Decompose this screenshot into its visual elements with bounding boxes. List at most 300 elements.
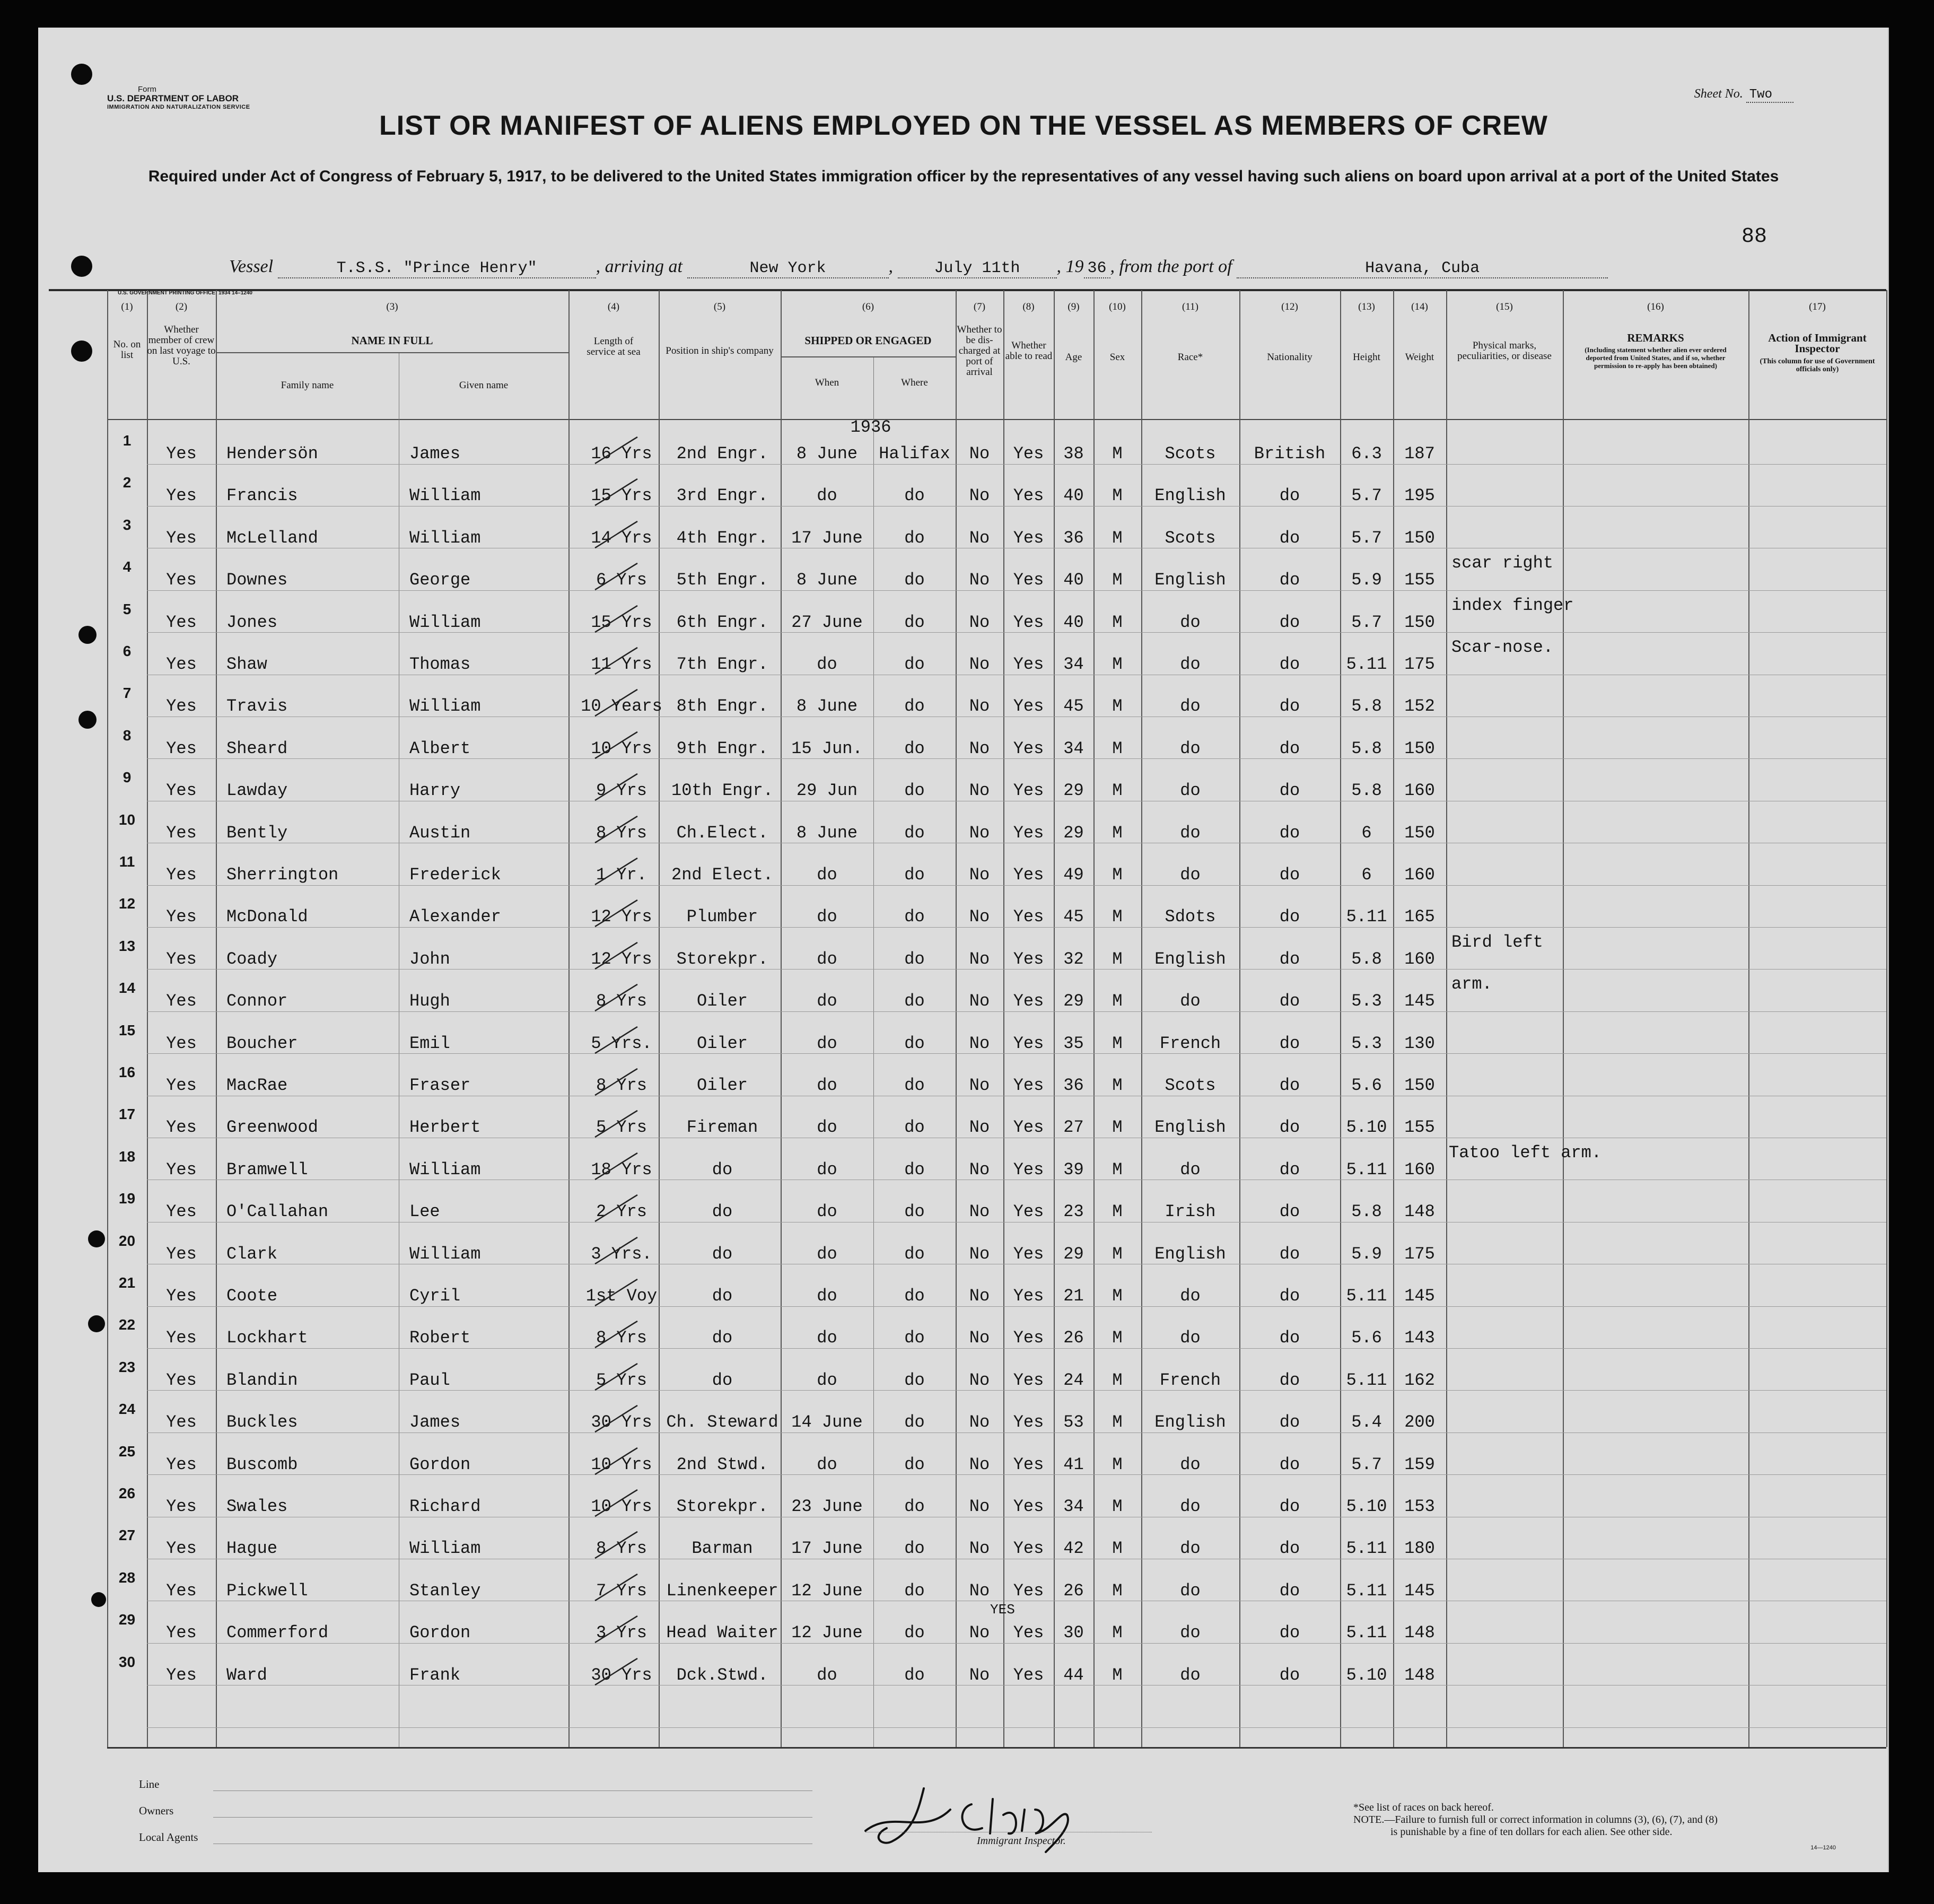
height-cell: 5.4 (1351, 1412, 1382, 1432)
able-to-read-cell: Yes (1013, 1412, 1044, 1432)
footnote-note: NOTE.—Failure to furnish full or correct information in columns (3), (6), (7), and (8) (1353, 1814, 1718, 1826)
row-guide-line (147, 1643, 1886, 1644)
shipped-where-cell: do (904, 1623, 925, 1643)
height-cell: 5.7 (1351, 486, 1382, 505)
shipped-where-cell: do (904, 528, 925, 548)
shipped-when-cell: do (817, 1665, 837, 1685)
header-age: Age (1065, 352, 1082, 363)
race-cell: Scots (1165, 444, 1216, 464)
header-when: When (815, 377, 839, 388)
crew-last-voyage-cell: Yes (166, 1665, 197, 1685)
column-number: (1) (121, 301, 133, 312)
age-cell: 34 (1063, 1497, 1084, 1516)
row-number: 13 (118, 938, 136, 954)
check-mark-icon (592, 1235, 640, 1267)
row-number: 14 (118, 980, 136, 996)
weight-cell: 180 (1404, 1539, 1435, 1558)
row-number: 15 (118, 1022, 136, 1038)
weight-cell: 150 (1404, 1076, 1435, 1095)
weight-cell: 162 (1404, 1370, 1435, 1390)
departure-port: Havana, Cuba (1237, 259, 1608, 278)
year-note: 1936 (850, 417, 891, 437)
sex-cell: M (1112, 1328, 1123, 1348)
position-cell: Dck.Stwd. (676, 1665, 768, 1685)
age-cell: 36 (1063, 528, 1084, 548)
shipped-where-cell: do (904, 1581, 925, 1601)
race-cell: do (1180, 1328, 1201, 1348)
length-of-service-cell: 3 Yrs. (591, 1244, 652, 1264)
length-of-service-cell: 3 Yrs (596, 1623, 647, 1643)
position-cell: Oiler (696, 1076, 748, 1095)
length-of-service-cell: 30 Yrs (591, 1665, 652, 1685)
nationality-cell: do (1279, 1117, 1300, 1137)
crew-last-voyage-cell: Yes (166, 991, 197, 1011)
nationality-cell: do (1279, 949, 1300, 969)
race-cell: do (1180, 1455, 1201, 1474)
position-cell: 2nd Stwd. (676, 1455, 768, 1474)
crew-last-voyage-cell: Yes (166, 1160, 197, 1180)
header-shipped-engaged: SHIPPED OR ENGAGED (804, 334, 932, 347)
given-name-cell: William (409, 1160, 481, 1180)
header-crew-last-voyage: Whether member of crew on last voyage to U.S. (147, 324, 216, 367)
column-number: (12) (1281, 301, 1298, 312)
crew-last-voyage-cell: Yes (166, 654, 197, 674)
able-to-read-cell: Yes (1013, 1328, 1044, 1348)
shipped-when-cell: do (817, 1370, 837, 1390)
length-of-service-cell: 18 Yrs (591, 1160, 652, 1180)
height-cell: 6 (1361, 865, 1372, 885)
check-mark-icon (592, 1403, 640, 1435)
shipped-where-cell: do (904, 696, 925, 716)
check-mark-icon (592, 603, 640, 635)
crew-last-voyage-cell: Yes (166, 949, 197, 969)
shipped-when-cell: do (817, 1160, 837, 1180)
height-cell: 5.11 (1346, 1160, 1387, 1180)
length-of-service-cell: 5 Yrs (596, 1117, 647, 1137)
height-cell: 6 (1361, 823, 1372, 843)
length-of-service-cell: 5 Yrs (596, 1370, 647, 1390)
sheet-value: Two (1746, 88, 1793, 103)
family-name-cell: Greenwood (226, 1117, 318, 1137)
shipped-where-cell: do (904, 1202, 925, 1221)
column-number: (2) (175, 301, 188, 312)
shipped-where-cell: Halifax (879, 444, 950, 464)
race-cell: do (1180, 1497, 1201, 1516)
weight-cell: 159 (1404, 1455, 1435, 1474)
position-cell: 7th Engr. (676, 654, 768, 674)
given-name-cell: James (409, 444, 461, 464)
header-weight: Weight (1405, 352, 1434, 363)
able-to-read-cell: Yes (1013, 991, 1044, 1011)
family-name-cell: Travis (226, 696, 288, 716)
form-label: Form (138, 85, 156, 94)
arrival-port: New York (687, 259, 889, 278)
row-number: 30 (118, 1654, 136, 1670)
sex-cell: M (1112, 613, 1123, 632)
age-cell: 30 (1063, 1623, 1084, 1643)
crew-last-voyage-cell: Yes (166, 907, 197, 927)
vessel-name: T.S.S. "Prince Henry" (278, 259, 596, 278)
weight-cell: 145 (1404, 991, 1435, 1011)
discharged-cell: No (969, 1581, 990, 1601)
nationality-cell: do (1279, 1160, 1300, 1180)
nationality-cell: do (1279, 1412, 1300, 1432)
row-guide-line (147, 1474, 1886, 1475)
check-mark-icon (592, 1487, 640, 1519)
row-number: 9 (122, 769, 132, 785)
header-action-sub: (This column for use of Government officials only) (1760, 357, 1875, 373)
shipped-where-cell: do (904, 1328, 925, 1348)
position-cell: Ch.Elect. (676, 823, 768, 843)
column-divider (1446, 290, 1447, 1747)
page-number: 88 (1741, 225, 1767, 249)
sex-cell: M (1112, 696, 1123, 716)
family-name-cell: MacRae (226, 1076, 288, 1095)
given-name-cell: Harry (409, 781, 461, 800)
service-name: IMMIGRATION AND NATURALIZATION SERVICE (107, 104, 250, 110)
check-mark-icon (592, 982, 640, 1014)
family-name-cell: Buscomb (226, 1455, 298, 1474)
position-cell: 2nd Engr. (676, 444, 768, 464)
length-of-service-cell: 8 Yrs (596, 1076, 647, 1095)
position-cell: Oiler (696, 1034, 748, 1053)
check-mark-icon (592, 1361, 640, 1393)
position-cell: 3rd Engr. (676, 486, 768, 505)
weight-cell: 152 (1404, 696, 1435, 716)
column-divider (1239, 290, 1240, 1747)
nationality-cell: do (1279, 1665, 1300, 1685)
age-cell: 42 (1063, 1539, 1084, 1558)
age-cell: 34 (1063, 654, 1084, 674)
sex-cell: M (1112, 1244, 1123, 1264)
row-guide-line (147, 885, 1886, 886)
height-cell: 5.8 (1351, 949, 1382, 969)
race-cell: do (1180, 1286, 1201, 1306)
race-cell: English (1154, 1244, 1226, 1264)
sheet-label: Sheet No. (1694, 87, 1743, 101)
check-mark-icon (592, 855, 640, 887)
column-divider (568, 290, 570, 1747)
able-to-read-cell: Yes (1013, 570, 1044, 590)
column-number: (7) (973, 301, 986, 312)
discharged-correction: YES (990, 1602, 1015, 1618)
length-of-service-cell: 30 Yrs (591, 1412, 652, 1432)
given-name-cell: Stanley (409, 1581, 481, 1601)
weight-cell: 150 (1404, 739, 1435, 758)
family-name-cell: Hague (226, 1539, 278, 1558)
able-to-read-cell: Yes (1013, 613, 1044, 632)
race-cell: Scots (1165, 1076, 1216, 1095)
discharged-cell: No (969, 739, 990, 758)
discharged-cell: No (969, 1455, 990, 1474)
row-number: 18 (118, 1148, 136, 1165)
row-guide-line (147, 758, 1886, 759)
row-number: 10 (118, 811, 136, 828)
vessel-line: Vessel T.S.S. "Prince Henry" , arriving at New York , July 11th , 19 36 , from the port of Havana, Cuba (229, 257, 1608, 278)
height-cell: 5.10 (1346, 1665, 1387, 1685)
weight-cell: 175 (1404, 654, 1435, 674)
nationality-cell: do (1279, 1455, 1300, 1474)
discharged-cell: No (969, 1117, 990, 1137)
column-divider (956, 290, 957, 1747)
footnote (1353, 1802, 1718, 1838)
race-cell: English (1154, 570, 1226, 590)
weight-cell: 130 (1404, 1034, 1435, 1053)
crew-last-voyage-cell: Yes (166, 444, 197, 464)
sex-cell: M (1112, 1160, 1123, 1180)
able-to-read-cell: Yes (1013, 1160, 1044, 1180)
able-to-read-cell: Yes (1013, 1581, 1044, 1601)
crew-last-voyage-cell: Yes (166, 865, 197, 885)
column-divider (1340, 290, 1341, 1747)
race-cell: do (1180, 823, 1201, 843)
crew-last-voyage-cell: Yes (166, 1034, 197, 1053)
length-of-service-cell: 6 Yrs (596, 570, 647, 590)
shipped-where-cell: do (904, 1244, 925, 1264)
family-name-cell: Clark (226, 1244, 278, 1264)
family-name-cell: Shaw (226, 654, 267, 674)
race-cell: Sdots (1165, 907, 1216, 927)
check-mark-icon (592, 687, 640, 719)
length-of-service-cell: 1 Yr. (596, 865, 647, 885)
header-family-name: Family name (281, 380, 334, 391)
check-mark-icon (592, 814, 640, 845)
nationality-cell: do (1279, 696, 1300, 716)
discharged-cell: No (969, 570, 990, 590)
sex-cell: M (1112, 1202, 1123, 1221)
age-cell: 44 (1063, 1665, 1084, 1685)
crew-last-voyage-cell: Yes (166, 1076, 197, 1095)
shipped-where-cell: do (904, 1160, 925, 1180)
row-number: 20 (118, 1233, 136, 1249)
discharged-cell: No (969, 781, 990, 800)
age-cell: 40 (1063, 570, 1084, 590)
crew-last-voyage-cell: Yes (166, 1581, 197, 1601)
sex-cell: M (1112, 570, 1123, 590)
discharged-cell: No (969, 1286, 990, 1306)
crew-last-voyage-cell: Yes (166, 1539, 197, 1558)
owners-label: Owners (139, 1804, 174, 1817)
age-cell: 26 (1063, 1328, 1084, 1348)
shipped-where-cell: do (904, 1117, 925, 1137)
height-cell: 5.11 (1346, 1370, 1387, 1390)
length-of-service-cell: 8 Yrs (596, 1539, 647, 1558)
discharged-cell: No (969, 1665, 990, 1685)
row-guide-line (147, 1011, 1886, 1012)
shipped-when-cell: do (817, 949, 837, 969)
race-cell: do (1180, 991, 1201, 1011)
physical-marks-note: Tatoo left arm. (1449, 1143, 1602, 1163)
given-name-cell: Alexander (409, 907, 501, 927)
height-cell: 5.11 (1346, 1581, 1387, 1601)
family-name-cell: McDonald (226, 907, 308, 927)
able-to-read-cell: Yes (1013, 739, 1044, 758)
binder-hole (88, 1315, 105, 1332)
row-guide-line (147, 632, 1886, 633)
shipped-where-cell: do (904, 781, 925, 800)
form-number: 14—1240 (1810, 1845, 1836, 1851)
sex-cell: M (1112, 1455, 1123, 1474)
check-mark-icon (592, 476, 640, 508)
header-given-name: Given name (459, 380, 509, 391)
given-name-cell: William (409, 696, 481, 716)
column-number: (5) (713, 301, 726, 312)
sex-cell: M (1112, 486, 1123, 505)
able-to-read-cell: Yes (1013, 1202, 1044, 1221)
race-cell: do (1180, 739, 1201, 758)
height-cell: 6.3 (1351, 444, 1382, 464)
family-name-cell: Coote (226, 1286, 278, 1306)
weight-cell: 155 (1404, 1117, 1435, 1137)
family-name-cell: Lockhart (226, 1328, 308, 1348)
header-race: Race* (1177, 352, 1203, 363)
sex-cell: M (1112, 1665, 1123, 1685)
crew-last-voyage-cell: Yes (166, 1244, 197, 1264)
table-top-rule (49, 289, 1886, 291)
able-to-read-cell: Yes (1013, 1623, 1044, 1643)
shipped-when-cell: do (817, 1286, 837, 1306)
shipped-when-cell: do (817, 1455, 837, 1474)
nationality-cell: do (1279, 865, 1300, 885)
given-name-cell: Paul (409, 1370, 450, 1390)
position-cell: 8th Engr. (676, 696, 768, 716)
column-divider (1748, 290, 1749, 1747)
able-to-read-cell: Yes (1013, 781, 1044, 800)
family-name-cell: Sherrington (226, 865, 339, 885)
discharged-cell: No (969, 1412, 990, 1432)
race-cell: do (1180, 781, 1201, 800)
check-mark-icon (592, 1150, 640, 1182)
page-title: LIST OR MANIFEST OF ALIENS EMPLOYED ON THE VESSEL AS MEMBERS OF CREW (379, 110, 1548, 141)
discharged-cell: No (969, 1539, 990, 1558)
row-number: 17 (118, 1106, 136, 1122)
page-subtitle: Required under Act of Congress of February 5, 1917, to be delivered to the United States immigration officer by the representatives of any vessel having such aliens on board upon arrival at a port of the United States (148, 168, 1779, 185)
given-name-cell: Gordon (409, 1623, 471, 1643)
nationality-cell: do (1279, 613, 1300, 632)
header-where: Where (901, 377, 928, 388)
length-of-service-cell: 15 Yrs (591, 486, 652, 505)
header-physical-marks: Physical marks, peculiarities, or disease (1457, 340, 1552, 362)
sex-cell: M (1112, 654, 1123, 674)
binder-hole (91, 1592, 106, 1607)
nationality-cell: do (1279, 991, 1300, 1011)
year-prefix: , 19 (1056, 257, 1084, 276)
family-name-cell: Boucher (226, 1034, 298, 1053)
nationality-cell: do (1279, 907, 1300, 927)
physical-marks-note: index finger (1451, 596, 1574, 615)
physical-marks-note: arm. (1451, 974, 1492, 994)
sex-cell: M (1112, 1370, 1123, 1390)
column-number: (3) (386, 301, 398, 312)
column-divider (1093, 290, 1095, 1747)
family-name-cell: McLelland (226, 528, 318, 548)
crew-last-voyage-cell: Yes (166, 1370, 197, 1390)
family-name-cell: Francis (226, 486, 298, 505)
age-cell: 49 (1063, 865, 1084, 885)
race-cell: English (1154, 949, 1226, 969)
sex-cell: M (1112, 865, 1123, 885)
able-to-read-cell: Yes (1013, 1497, 1044, 1516)
race-cell: French (1159, 1034, 1221, 1053)
check-mark-icon (592, 434, 640, 466)
able-to-read-cell: Yes (1013, 444, 1044, 464)
check-mark-icon (592, 1445, 640, 1477)
position-cell: Linenkeeper (666, 1581, 778, 1601)
physical-marks-note: scar right (1451, 553, 1554, 573)
column-number: (14) (1411, 301, 1428, 312)
binder-hole (71, 256, 92, 277)
height-cell: 5.8 (1351, 781, 1382, 800)
arrival-date: July 11th (898, 259, 1057, 278)
shipped-when-cell: do (817, 907, 837, 927)
shipped-when-cell: do (817, 654, 837, 674)
able-to-read-cell: Yes (1013, 1370, 1044, 1390)
check-mark-icon (592, 1656, 640, 1688)
row-number: 26 (118, 1485, 136, 1501)
able-to-read-cell: Yes (1013, 1286, 1044, 1306)
position-cell: Head Waiter (666, 1623, 778, 1643)
discharged-cell: No (969, 696, 990, 716)
length-of-service-cell: 10 Yrs (591, 1455, 652, 1474)
header-discharged: Whether to be dis-charged at port of arrival (957, 324, 1002, 378)
position-cell: do (712, 1370, 733, 1390)
weight-cell: 160 (1404, 1160, 1435, 1180)
table-bottom-rule (107, 1747, 1886, 1749)
footnote-races: *See list of races on back hereof. (1353, 1802, 1494, 1813)
header-no: No. on list (113, 339, 141, 361)
given-name-cell: Frank (409, 1665, 461, 1685)
given-name-cell: Robert (409, 1328, 471, 1348)
weight-cell: 195 (1404, 486, 1435, 505)
physical-marks-note: Scar-nose. (1451, 637, 1554, 657)
weight-cell: 160 (1404, 949, 1435, 969)
given-name-cell: Austin (409, 823, 471, 843)
column-divider (1563, 290, 1564, 1747)
row-number: 29 (118, 1611, 136, 1628)
given-name-cell: Cyril (409, 1286, 461, 1306)
height-cell: 5.9 (1351, 1244, 1382, 1264)
family-name-cell: Connor (226, 991, 288, 1011)
position-cell: 6th Engr. (676, 613, 768, 632)
age-cell: 35 (1063, 1034, 1084, 1053)
column-divider (1003, 290, 1004, 1747)
length-of-service-cell: 16 Yrs (591, 444, 652, 464)
binder-hole (78, 626, 97, 644)
family-name-cell: Commerford (226, 1623, 329, 1643)
crew-last-voyage-cell: Yes (166, 613, 197, 632)
length-of-service-cell: 8 Yrs (596, 991, 647, 1011)
age-cell: 26 (1063, 1581, 1084, 1601)
given-name-cell: Fraser (409, 1076, 471, 1095)
shipped-where-cell: do (904, 1497, 925, 1516)
given-name-cell: Hugh (409, 991, 450, 1011)
nationality-cell: do (1279, 1286, 1300, 1306)
department-block (107, 85, 250, 112)
position-cell: do (712, 1286, 733, 1306)
shipped-when-cell: do (817, 1244, 837, 1264)
row-guide-line (147, 1306, 1886, 1307)
discharged-cell: No (969, 1328, 990, 1348)
sex-cell: M (1112, 739, 1123, 758)
shipped-when-cell: do (817, 865, 837, 885)
weight-cell: 165 (1404, 907, 1435, 927)
given-name-cell: Gordon (409, 1455, 471, 1474)
from-label: , from the port of (1110, 257, 1232, 276)
height-cell: 5.11 (1346, 654, 1387, 674)
weight-cell: 155 (1404, 570, 1435, 590)
shipped-when-cell: 12 June (791, 1623, 863, 1643)
binder-hole (71, 64, 92, 85)
